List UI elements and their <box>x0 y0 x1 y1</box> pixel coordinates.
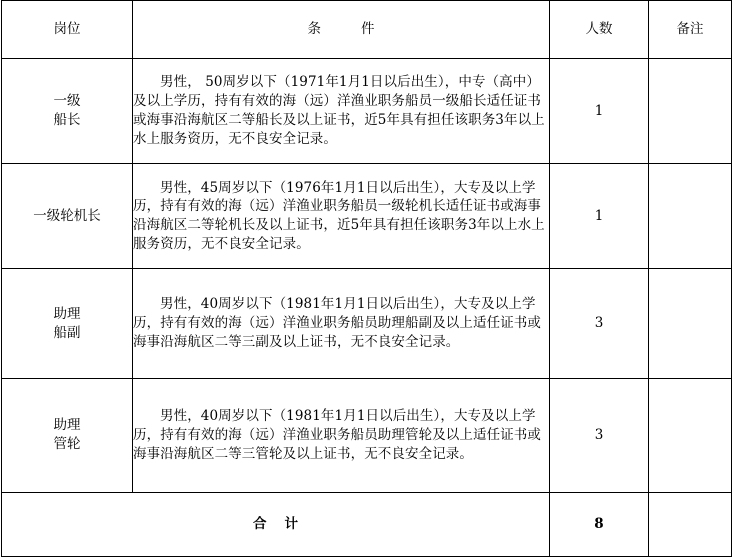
conditions-cell <box>133 378 550 492</box>
count-cell: 3 <box>550 269 649 378</box>
header-position: 岗位 <box>2 1 133 59</box>
table-row <box>2 269 732 378</box>
table-row <box>2 164 732 269</box>
conditions-text: 男性， 50周岁以下（1971年1月1日以后出生），中专（高中）及以上学历，持有有效的海（远）洋渔业职务船员一级船长适任证书或海事沿海航区二等船长及以上证书，近5年具有担任该职务3年以上水上服务资历，无不良安全记录。 <box>133 74 545 148</box>
position-line: 助理 <box>53 417 81 434</box>
position-cell <box>2 269 133 378</box>
total-count: 8 <box>550 492 649 556</box>
header-conditions-label: 条件 <box>307 21 415 38</box>
position-line: 船副 <box>53 324 81 341</box>
table-row <box>2 59 732 164</box>
conditions-cell <box>133 269 550 378</box>
total-label-cell <box>2 492 550 556</box>
remarks-cell <box>649 378 732 492</box>
position-line: 助理 <box>53 305 81 322</box>
header-count: 人数 <box>550 1 649 59</box>
total-label: 合计 <box>253 515 316 532</box>
position-line: 管轮 <box>53 436 81 453</box>
header-row <box>2 1 732 59</box>
remarks-cell <box>649 269 732 378</box>
total-remarks <box>649 492 732 556</box>
remarks-cell <box>649 164 732 269</box>
position-line: 船长 <box>53 112 81 129</box>
remarks-cell <box>649 59 732 164</box>
table-row <box>2 378 732 492</box>
header-remarks: 备注 <box>649 1 732 59</box>
position-cell <box>2 164 133 269</box>
recruitment-table <box>1 0 732 557</box>
position-cell <box>2 59 133 164</box>
position-line: 一级轮机长 <box>33 207 101 224</box>
conditions-text: 男性，40周岁以下（1981年1月1日以后出生），大专及以上学历，持有有效的海（远）洋渔业职务船员助理船副及以上适任证书或海事沿海航区二等三副及以上证书，无不良安全记录。 <box>133 296 541 350</box>
conditions-cell <box>133 164 550 269</box>
header-conditions <box>133 1 550 59</box>
conditions-text: 男性，45周岁以下（1976年1月1日以后出生），大专及以上学历，持有有效的海（远）洋渔业职务船员一级轮机长适任证书或海事沿海航区二等轮机长及以上证书，近5年具有担任该职务3年以上水上服务资历，无不良安全记录。 <box>133 179 545 253</box>
conditions-text: 男性，40周岁以下（1981年1月1日以后出生），大专及以上学历，持有有效的海（远）洋渔业职务船员助理管轮及以上适任证书或海事沿海航区二等三管轮及以上证书，无不良安全记录。 <box>133 407 541 462</box>
count-cell: 1 <box>550 164 649 269</box>
position-cell <box>2 378 133 492</box>
total-row <box>2 492 732 556</box>
conditions-cell <box>133 59 550 164</box>
count-cell: 1 <box>550 59 649 164</box>
position-line: 一级 <box>53 93 81 110</box>
count-cell: 3 <box>550 378 649 492</box>
